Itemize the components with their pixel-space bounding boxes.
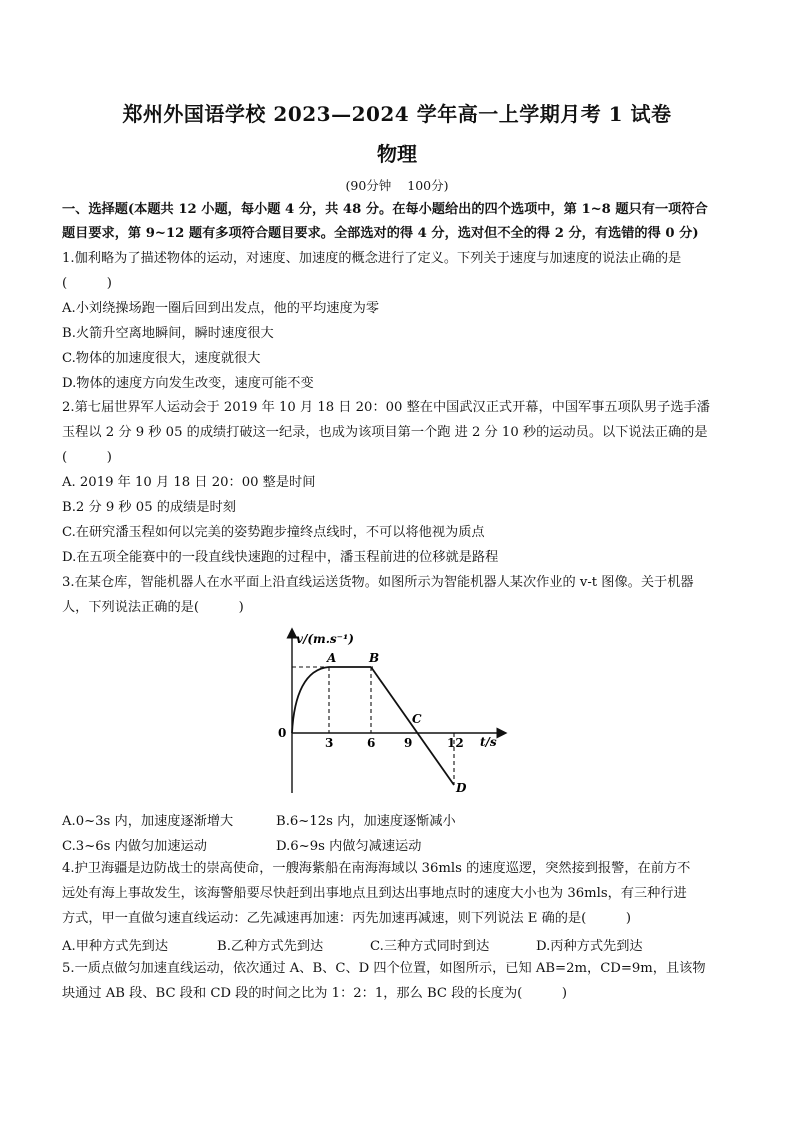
q1-option-b: B.火箭升空离地瞬间，瞬时速度很大 bbox=[62, 326, 274, 341]
graph-origin: 0 bbox=[278, 726, 287, 740]
q4-options bbox=[62, 935, 742, 955]
exam-meta bbox=[0, 176, 794, 194]
q2-option-a: A. 2019 年 10 月 18 日 20：00 整是时间 bbox=[62, 475, 316, 490]
graph-tick-6: 6 bbox=[367, 736, 376, 750]
q4-option-b: B.乙种方式先到达 bbox=[217, 939, 324, 954]
q4-stem-line3: 方式，甲一直做匀速直线运动：乙先减速再加速：丙先加速再减速，则下列说法 E 确的是( ) bbox=[62, 911, 631, 926]
q4-option-a: A.甲种方式先到达 bbox=[62, 939, 169, 954]
graph-point-b: B bbox=[369, 651, 380, 665]
graph-tick-3: 3 bbox=[325, 736, 334, 750]
q3-option-c: C.3~6s 内做匀加速运动 bbox=[62, 839, 207, 854]
q3-option-a: A.0~3s 内，加速度逐渐增大 bbox=[62, 814, 234, 829]
q1-stem: 1.伽利略为了描述物体的运动，对速度、加速度的概念进行了定义。下列关于速度与加速度的说法止确的是 bbox=[62, 251, 682, 266]
graph-point-a: A bbox=[327, 651, 337, 665]
q4-stem-line1: 4.护卫海疆是边防战士的崇高使命，一艘海紫船在南海海域以 36mls 的速度巡逻，突然接到报警，在前方不 bbox=[62, 861, 691, 876]
graph-curve-0-3 bbox=[292, 667, 329, 733]
graph-ylabel: v/(m.s⁻¹) bbox=[296, 632, 354, 646]
exam-duration: (90分钟 bbox=[345, 178, 392, 193]
q1-option-a: A.小刘绕操场跑一圈后回到出发点，他的平均速度为零 bbox=[62, 301, 380, 316]
graph-tick-12: 12 bbox=[447, 736, 464, 750]
q4-stem-line2: 远处有海上事故发生，该海警船要尽快赶到出事地点且到达出事地点时的速度大小也为 36mls，有三种行进 bbox=[62, 886, 687, 901]
q3-option-d: D.6~9s 内做匀减速运动 bbox=[276, 839, 422, 854]
q3-stem-line1: 3.在某仓库，智能机器人在水平面上沿直线运送货物。如图所示为智能机器人某次作业的 v-t 图像。关于机器 bbox=[62, 575, 694, 590]
q1-option-c: C.物体的加速度很大，速度就很大 bbox=[62, 351, 261, 366]
q3-options bbox=[62, 810, 742, 854]
subject-title: 物理 bbox=[377, 142, 417, 166]
q2-stem-line2: 玉程以 2 分 9 秒 05 的成绩打破这一纪录，也成为该项目第一个跑 进 2 分 10 秒的运动员。以下说法正确的是 bbox=[62, 425, 708, 440]
q4-option-c: C.三种方式同时到达 bbox=[370, 939, 490, 954]
vt-graph bbox=[270, 625, 520, 800]
section-heading-line2: 题目要求，第 9~12 题有多项符合题目要求。全部选对的得 4 分，选对但不全的得 2 分，有选错的得 0 分) bbox=[62, 226, 699, 241]
q2-stem-line1: 2.第七届世界军人运动会于 2019 年 10 月 18 日 20：00 整在中国武汉正式开幕，中国军事五项队男子选手潘 bbox=[62, 400, 710, 415]
section-heading-line1: 一、选择题(本题共 12 小题，每小题 4 分，共 48 分。在每小题给出的四个选项中，第 1~8 题只有一项符合 bbox=[62, 202, 708, 217]
graph-point-c: C bbox=[412, 712, 422, 726]
q2-answer-paren: ( ) bbox=[62, 450, 112, 465]
graph-point-d: D bbox=[456, 781, 467, 795]
q1-answer-paren: ( ) bbox=[62, 276, 112, 291]
exam-score: 100分) bbox=[407, 178, 449, 193]
q3-stem-line2: 人，下列说法正确的是( ) bbox=[62, 600, 244, 615]
graph-xlabel: t/s bbox=[480, 735, 497, 749]
graph-tick-9: 9 bbox=[404, 736, 413, 750]
graph-line-bd bbox=[371, 667, 454, 785]
q1-option-d: D.物体的速度方向发生改变，速度可能不变 bbox=[62, 376, 314, 391]
exam-title: 郑州外国语学校 2023—2024 学年高一上学期月考 1 试卷 bbox=[122, 102, 672, 126]
q3-option-b: B.6~12s 内，加速度逐惭减小 bbox=[276, 814, 456, 829]
q5-stem-line2: 块通过 AB 段、BC 段和 CD 段的时间之比为 1：2：1，那么 BC 段的长度为( ) bbox=[62, 986, 567, 1001]
q2-option-c: C.在研究潘玉程如何以完美的姿势跑步撞终点线时，不可以将他视为质点 bbox=[62, 525, 485, 540]
q2-option-d: D.在五项全能赛中的一段直线快速跑的过程中，潘玉程前进的位移就是路程 bbox=[62, 550, 499, 565]
q2-option-b: B.2 分 9 秒 05 的成绩是时刻 bbox=[62, 500, 236, 515]
q4-option-d: D.丙种方式先到达 bbox=[536, 939, 643, 954]
q5-stem-line1: 5.一质点做匀加速直线运动，依次通过 A、B、C、D 四个位置，如图所示，已知 AB=2m，CD=9m，且该物 bbox=[62, 961, 706, 976]
